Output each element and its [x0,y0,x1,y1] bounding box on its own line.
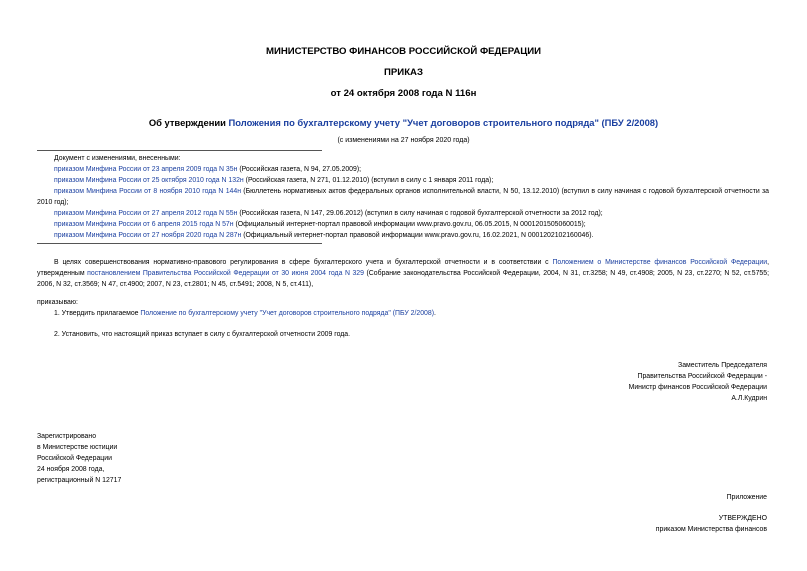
change-item [54,164,769,175]
document-title [0,117,807,128]
change-text: (Бюллетень нормативных актов федеральных органов исполнительной власти, N 50, 13.12.2010) (вступил в силу начиная с годовой бухгалтерской отчетности за 2010 год); [37,188,770,206]
preamble-text: (Собрание законодательства Российской Федерации, 2004, N 31, ст.3258; N 49, ст.4908; 2005, N 23, ст.2270; N 52, ст.5755; 2006, N 32, ст.3569; N 47, ст.4900; 2007, N 23, ст.2801; N 45, ст.5491; 2008, N 5, ст.411), [37,270,770,288]
signature-block [629,360,767,404]
change-item [54,175,769,186]
approved-by-text: приказом Министерства финансов [655,526,767,533]
order-item-2: 2. Установить, что настоящий приказ вступает в силу с бухгалтерской отчетности 2009 года. [54,331,351,338]
orders-label: приказываю: [37,299,78,306]
change-link[interactable]: приказом Минфина России от 23 апреля 2009 года N 35н [54,166,238,173]
registration-line: Российской Федерации [37,455,112,462]
change-link[interactable]: приказом Минфина России от 25 октября 2010 года N 132н [54,177,244,184]
ministry-heading: МИНИСТЕРСТВО ФИНАНСОВ РОССИЙСКОЙ ФЕДЕРАЦИИ [265,46,542,57]
order-item-1 [54,308,769,319]
registration-line: 24 ноября 2008 года, [37,466,105,473]
change-item [54,230,769,241]
approval-block [656,513,767,535]
order-text: 1. Утвердить прилагаемое [54,310,141,317]
title-link[interactable]: Положения по бухгалтерскому учету "Учет договоров строительного подряда" (ПБУ 2/2008) [228,117,659,128]
title-prefix: Об утверждении [148,117,229,128]
signature-line: Министр финансов Российской Федерации [628,384,767,391]
appendix-label: Приложение [726,494,767,501]
change-item [37,186,769,208]
change-item [54,208,769,219]
change-link[interactable]: приказом Минфина России от 8 ноября 2010 года N 144н [54,188,241,195]
preamble-text: , утвержденным [37,259,769,277]
doc-type-heading: ПРИКАЗ [384,67,423,78]
regulation-link[interactable]: Положением о Министерстве финансов Российской Федерации [552,259,768,266]
registration-line: Зарегистрировано [37,433,97,440]
changes-block [54,153,769,186]
resolution-link[interactable]: постановлением Правительства Российской Федерации от 30 июня 2004 года N 329 [87,270,364,277]
change-text: (Российская газета, N 94, 27.05.2009); [237,166,362,173]
revision-note: (с изменениями на 27 ноября 2020 года) [337,137,470,144]
pbu-link[interactable]: Положение по бухгалтерскому учету "Учет договоров строительного подряда" (ПБУ 2/2008) [140,310,434,317]
order-text: . [434,310,436,317]
changes-bottom-divider [37,243,322,244]
change-text: (Российская газета, N 147, 29.06.2012) (вступил в силу начиная с годовой бухгалтерской отчетности за 2012 год); [237,210,603,217]
signature-line: Правительства Российской Федерации - [637,373,767,380]
change-link[interactable]: приказом Минфина России от 27 ноября 2020 года N 287н [54,232,242,239]
signature-line: Заместитель Председателя [678,362,767,369]
registration-block [37,431,121,486]
signatory-name: А.Л.Кудрин [731,395,767,402]
preamble-text: В целях совершенствования нормативно-правового регулирования в сфере бухгалтерского учета и бухгалтерской отчетности и в соответствии с [54,259,553,266]
changes-block-tail [54,208,769,241]
changes-intro: Документ с изменениями, внесенными: [54,155,181,162]
change-item [54,219,769,230]
registration-line: регистрационный N 12717 [37,477,122,484]
approved-stamp-text: УТВЕРЖДЕНО [718,515,767,522]
change-link[interactable]: приказом Минфина России от 6 апреля 2015 года N 57н [54,221,234,228]
change-link[interactable]: приказом Минфина России от 27 апреля 2012 года N 55н [54,210,238,217]
date-number-heading: от 24 октября 2008 года N 116н [330,88,477,99]
change-text: (Официальный интернет-портал правовой информации www.pravo.gov.ru, 16.02.2021, N 0001202102160046). [241,232,594,239]
change-text: (Российская газета, N 271, 01.12.2010) (вступил в силу с 1 января 2011 года); [243,177,494,184]
preamble-paragraph [37,257,769,290]
change-text: (Официальный интернет-портал правовой информации www.pravo.gov.ru, 06.05.2015, N 0001201505060015); [233,221,586,228]
changes-top-divider [37,150,322,151]
registration-line: в Министерстве юстиции [37,444,118,451]
